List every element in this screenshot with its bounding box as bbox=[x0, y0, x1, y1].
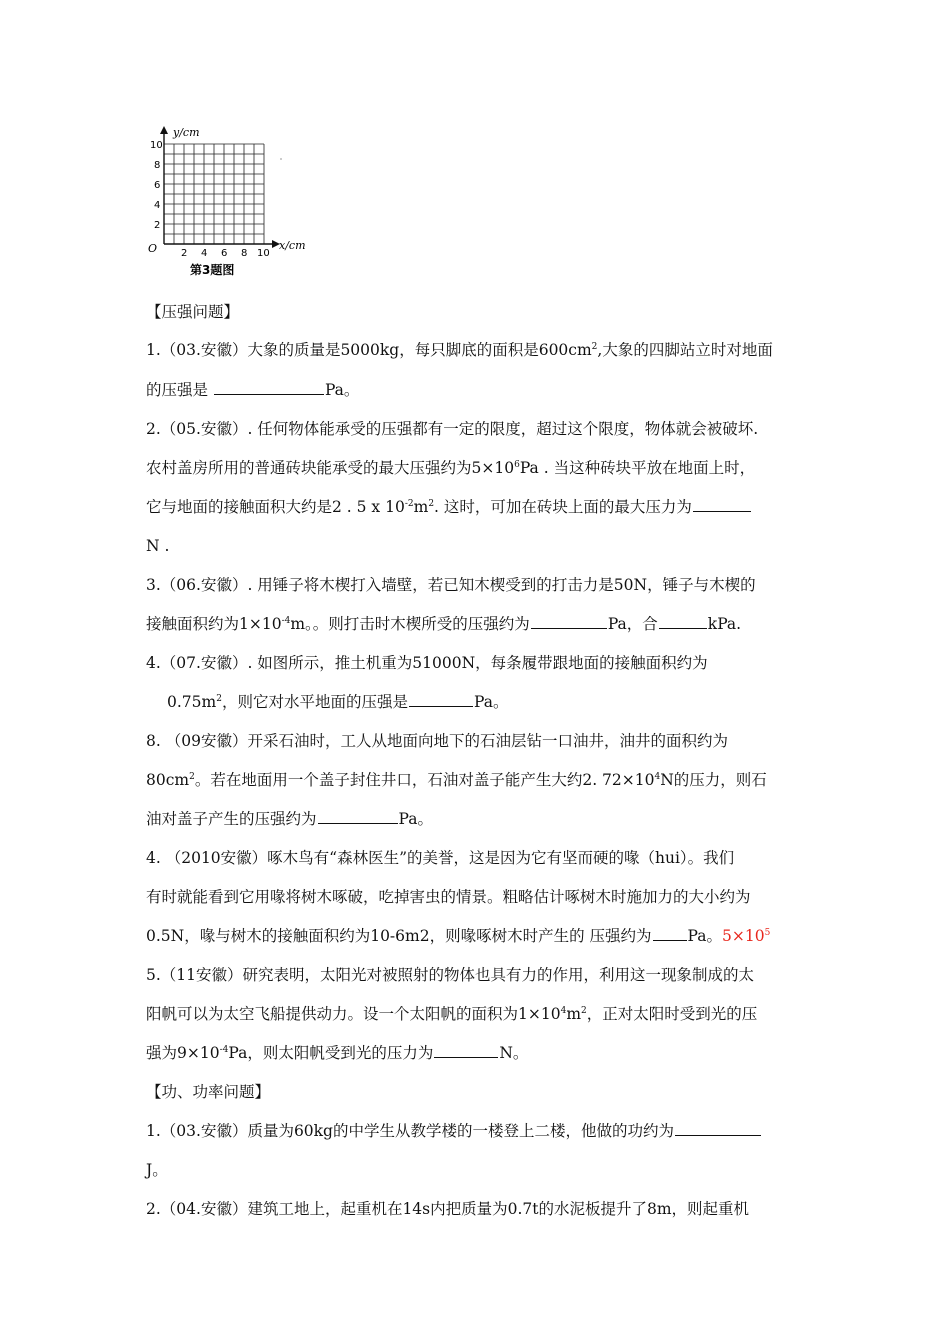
question-line: 2.（05.安徽）. 任何物体能承受的压强都有一定的限度，超过这个限度，物体就会被破坏. bbox=[146, 420, 759, 438]
answer-blank[interactable] bbox=[653, 926, 687, 941]
question-line: 有时就能看到它用喙将树木啄破，吃掉害虫的情景。粗略估计啄树木时施加力的大小约为 bbox=[146, 888, 751, 906]
answer-text: $5\times 10^5$ bbox=[722, 927, 771, 945]
x-tick-10: 10 bbox=[257, 248, 270, 259]
question-line: 5.（11安徽）研究表明，太阳光对被照射的物体也具有力的作用，利用这一现象制成的太 bbox=[146, 966, 755, 984]
y-axis-label: y/cm bbox=[173, 126, 200, 139]
question-line: 强为$9\times 10^{-4}Pa$，则太阳帆受到光的压力为 N。 bbox=[146, 1044, 529, 1062]
question-line: 1.（03.安徽）大象的质量是5000kg，每只脚底的面积是$600cm^2$,大象的四脚站立时对地面 bbox=[146, 341, 773, 359]
question-line: 2.（04.安徽）建筑工地上，起重机在14s内把质量为0.7t的水泥板提升了8m，则起重机 bbox=[146, 1200, 750, 1218]
answer-blank[interactable] bbox=[693, 497, 751, 512]
axes bbox=[164, 129, 276, 244]
answer-blank[interactable] bbox=[214, 380, 324, 395]
question-line: 3.（06.安徽）. 用锤子将木楔打入墙壁，若已知木楔受到的打击力是50N，锤子与木楔的 bbox=[146, 576, 756, 594]
answer-blank[interactable] bbox=[675, 1121, 761, 1136]
question-line: 它与地面的接触面积大约是2 . 5 x $10^{-2}m^2$. 这时，可加在砖块上面的最大压力为 bbox=[146, 497, 752, 517]
x-tick-6: 6 bbox=[221, 248, 228, 259]
answer-blank[interactable] bbox=[318, 809, 398, 824]
question-line: 接触面积约为$1\times 10^{-4}m$。。则打击时木楔所受的压强约为 Pa，合 kPa. bbox=[146, 615, 742, 633]
grid-lines bbox=[164, 144, 264, 244]
question-line: 4.（07.安徽）. 如图所示，推土机重为51000N，每条履带跟地面的接触面积约为 bbox=[146, 654, 708, 672]
question-line: 4. （2010安徽）啄木鸟有“森林医生”的美誉，这是因为它有坚而硬的喙（hui）。我们 bbox=[146, 849, 735, 867]
x-tick-8: 8 bbox=[241, 248, 248, 259]
y-tick-2: 2 bbox=[154, 220, 161, 231]
question-line: 的压强是 Pa。 bbox=[146, 381, 360, 399]
question-line: 1.（03.安徽）质量为60kg的中学生从教学楼的一楼登上二楼，他做的功约为 bbox=[146, 1121, 762, 1141]
question-line: $80cm^2$。若在地面用一个盖子封住井口，石油对盖子能产生大约2. $72\times 10^4N$的压力，则石 bbox=[146, 771, 767, 789]
y-tick-6: 6 bbox=[154, 180, 161, 191]
answer-blank[interactable] bbox=[409, 692, 473, 707]
x-tick-4: 4 bbox=[201, 248, 208, 259]
y-tick-4: 4 bbox=[154, 200, 161, 211]
x-axis-label: x/cm bbox=[279, 239, 306, 252]
y-axis-arrow-icon bbox=[160, 126, 168, 134]
question-line: 油对盖子产生的压强约为 Pa。 bbox=[146, 810, 433, 828]
question-line: $0.75m^2$，则它对水平地面的压强是 Pa。 bbox=[167, 693, 509, 711]
y-tick-8: 8 bbox=[154, 160, 161, 171]
origin-label: O bbox=[148, 242, 158, 255]
grid-figure bbox=[146, 124, 316, 284]
question-line: 8. （09安徽）开采石油时，工人从地面向地下的石油层钻一口油井，油井的面积约为 bbox=[146, 732, 728, 750]
question-line: 0.5N，喙与树木的接触面积约为10-6m2，则喙啄树木时产生的 压强约为 Pa。$5\times 10^5$ bbox=[146, 927, 771, 945]
figure-caption: 第3题图 bbox=[190, 263, 235, 277]
question-line: 阳帆可以为太空飞船提供动力。设一个太阳帆的面积为$1\times 10^4m^2$，正对太阳时受到光的压 bbox=[146, 1005, 758, 1023]
y-tick-10: 10 bbox=[150, 140, 163, 151]
question-line: J。 bbox=[146, 1161, 168, 1179]
section-header-work: 【功、功率问题】 bbox=[146, 1083, 271, 1101]
section-header-pressure: 【压强问题】 bbox=[146, 303, 240, 321]
answer-blank[interactable] bbox=[434, 1043, 498, 1058]
question-line: 农村盖房所用的普通砖块能承受的最大压强约为$5\times 10^6Pa$ . 当这种砖块平放在地面上时， bbox=[146, 459, 756, 477]
stray-dot bbox=[280, 158, 282, 160]
x-tick-2: 2 bbox=[181, 248, 188, 259]
answer-blank[interactable] bbox=[531, 614, 607, 629]
question-line: N . bbox=[146, 537, 170, 555]
answer-blank[interactable] bbox=[659, 614, 707, 629]
